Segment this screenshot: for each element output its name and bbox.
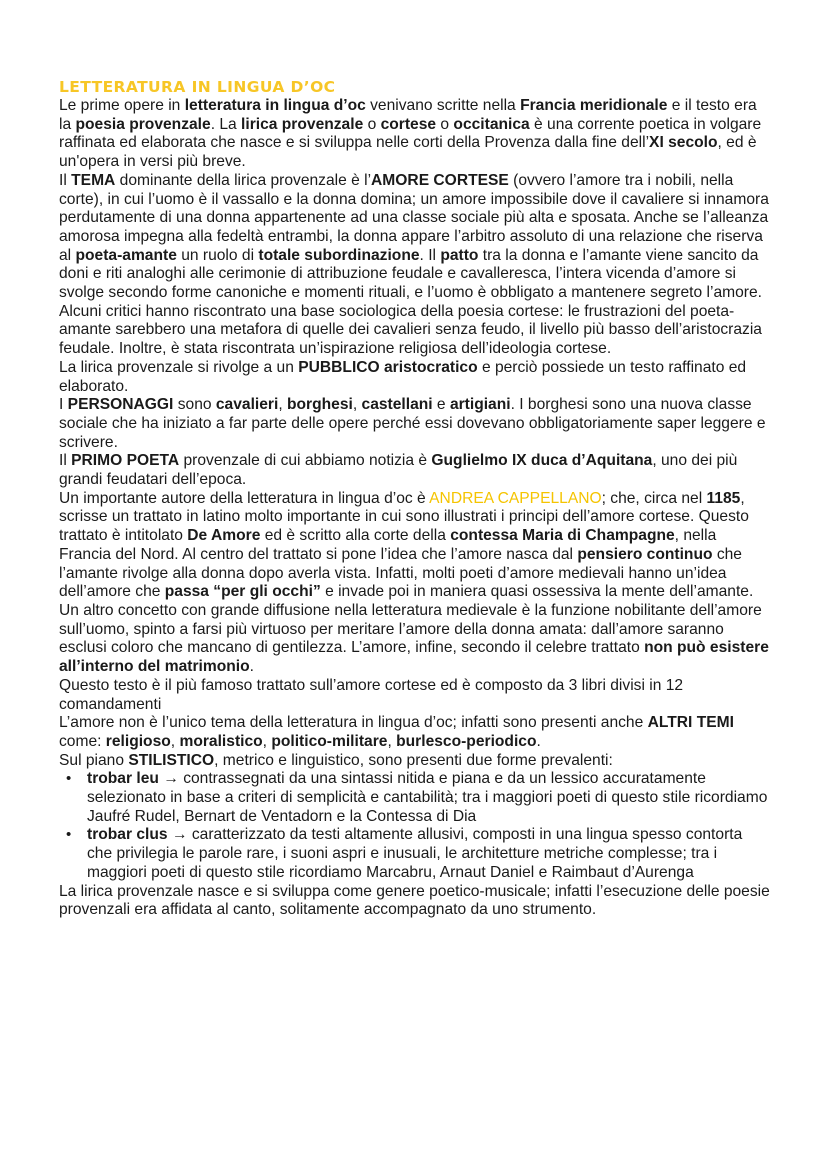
highlighted-author: ANDREA CAPPELLANO (429, 489, 602, 507)
treatise-paragraph: Questo testo è il più famoso trattato sull’amore cortese ed è composto da 3 libri divisi in 12 comandamenti (59, 676, 684, 713)
style-list (59, 770, 771, 882)
bullet-icon: • (66, 826, 72, 844)
intro-paragraph: Le prime opere in letteratura in lingua d’oc venivano scritte nella Francia meridionale e il testo era la poesia provenzale. La lirica provenzale o cortese o occitanica è una corrente poetica in volgare raffinata ed elaborata che nasce e si sviluppa nelle corti della Provenza dalla fine dell’XI secolo, ed è un'opera in versi più breve. (59, 97, 762, 171)
list-item: • trobar clus → caratterizzato da testi altamente allusivi, composti in una lingua spesso contorta che privilegia le parole rare, i suoni aspri e inusuali, le architetture metriche complesse; tra i maggiori poeti di questo stile ricordiamo Marcabru, Arnaut Daniel e Raimbaut d’Aurenga (66, 826, 743, 881)
arrow-right-icon: → (167, 826, 192, 844)
style-paragraph: Sul piano STILISTICO, metrico e linguistico, sono presenti due forme prevalenti: (59, 751, 613, 769)
closing-paragraph: La lirica provenzale nasce e si sviluppa come genere poetico-musicale; infatti l’esecuzione delle poesie provenzali era affidata al canto, solitamente accompagnato da uno strumento. (59, 882, 770, 919)
arrow-right-icon: → (158, 770, 184, 788)
theme-paragraph: Il TEMA dominante della lirica provenzale è l’AMORE CORTESE (ovvero l’amore tra i nobili, nella corte), in cui l’uomo è il vassallo e la donna domina; un amore impossibile dove il cavaliere si innamora perdutamente di una donna appartenente ad una classe sociale più alta e sposata. Anche se l’alleanza amorosa impegna alla fedeltà entrambi, la donna appare l’arbitro assoluto di una relazione che riserva al poeta-amante un ruolo di totale subordinazione. Il patto tra la donna e l’amante viene sancito da doni e riti analoghi alle cerimonie di attribuzione feudale e cavalleresca, l’intera vicenda d’amore si svolge secondo forme canoniche e momenti rituali, e l’uomo è obbligato a mantenere segreto l’amore. Alcuni critici hanno riscontrato una base sociologica della poesia cortese: le frustrazioni del poeta-amante sarebbero una metafora di quelle dei cavalieri senza feudo, il livello più basso dell’aristocrazia feudale. Inoltre, è stata riscontrata un’ispirazione religiosa dell’ideologia cortese. (59, 171, 769, 358)
list-item: • trobar leu → contrassegnati da una sintassi nitida e piana e da un lessico accuratamente selezionato in base a criteri di semplicità e cantabilità; tra i maggiori poeti di questo stile ricordiamo Jaufré Rudel, Bernart de Ventadorn e la Contessa di Dia (66, 770, 768, 825)
other-themes-paragraph: L’amore non è l’unico tema della letteratura in lingua d’oc; infatti sono presenti anche ALTRI TEMI come: religioso, moralistico, politico-militare, burlesco-periodico. (59, 714, 734, 750)
characters-paragraph: I PERSONAGGI sono cavalieri, borghesi, castellani e artigiani. I borghesi sono una nuova classe sociale che ha iniziato a far parte delle opere perché essi dovevano obbligatoriamente saper leggere e scrivere. (59, 396, 766, 451)
document-page (59, 78, 771, 920)
bullet-icon: • (66, 770, 72, 788)
audience-paragraph: La lirica provenzale si rivolge a un PUBBLICO aristocratico e perciò possiede un testo raffinato ed elaborato. (59, 358, 747, 395)
cappellano-paragraph: Un importante autore della letteratura in lingua d’oc è ANDREA CAPPELLANO; che, circa nel 1185, scrisse un trattato in latino molto importante in cui sono illustrati i principi dell’amore cortese. Questo trattato è intitolato De Amore ed è scritto alla corte della contessa Maria di Champagne, nella Francia del Nord. Al centro del trattato si pone l’idea che l’amore nasca dal pensiero continuo che l’amante rivolge alla donna dopo averla vista. Infatti, molti poeti d’amore medievali hanno un’idea dell’amore che passa “per gli occhi” e invade poi in maniera quasi ossessiva la mente dell’amante. Un altro concetto con grande diffusione nella letteratura medievale è la funzione nobilitante dell’amore sull’uomo, spinto a farsi più virtuoso per meritare l’amore della donna amata: dall’amore saranno esclusi coloro che mancano di gentilezza. L’amore, infine, secondo il celebre trattato non può esistere all’interno del matrimonio. (59, 489, 769, 676)
document-title: LETTERATURA IN LINGUA D’OC (59, 78, 336, 96)
first-poet-paragraph: Il PRIMO POETA provenzale di cui abbiamo notizia è Guglielmo IX duca d’Aquitana, uno dei più grandi feudatari dell’epoca. (59, 452, 738, 489)
